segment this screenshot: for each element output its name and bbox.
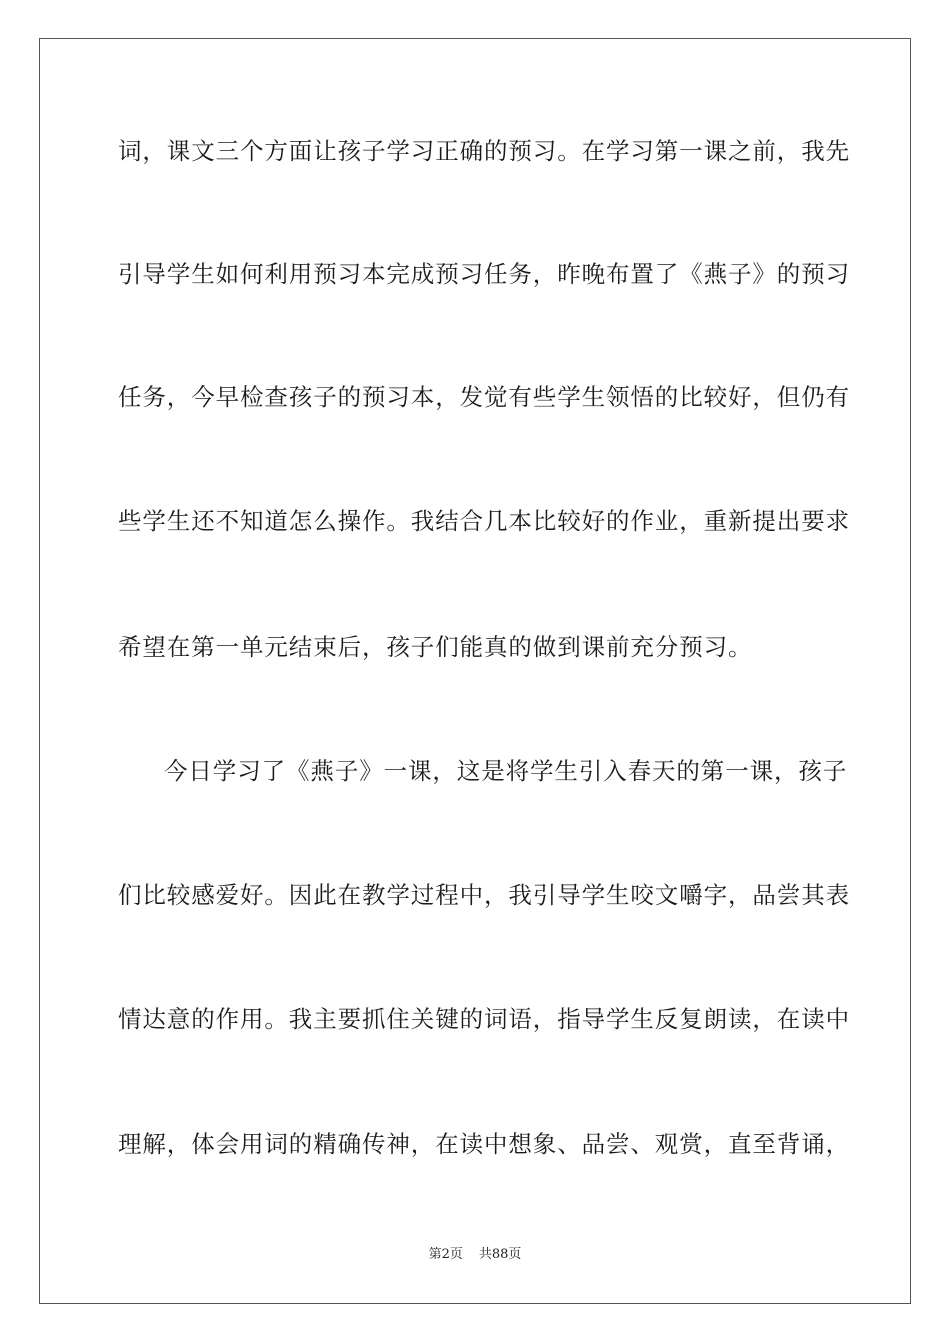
paragraph-line-indented: 今日学习了《燕子》一课，这是将学生引入春天的第一课，孩子: [164, 757, 848, 785]
page-number: 第2页: [428, 1247, 463, 1262]
paragraph-line: 理解，体会用词的精确传神，在读中想象、品尝、观赏，直至背诵，: [118, 1130, 850, 1158]
paragraph-line: 情达意的作用。我主要抓住关键的词语，指导学生反复朗读，在读中: [118, 1005, 850, 1033]
paragraph-line: 希望在第一单元结束后，孩子们能真的做到课前充分预习。: [118, 633, 753, 661]
page-total: 共88页: [478, 1247, 522, 1262]
paragraph-line: 们比较感爱好。因此在教学过程中，我引导学生咬文嚼字，品尝其表: [118, 881, 850, 909]
page-border: [39, 38, 911, 1304]
paragraph-line: 任务，今早检查孩子的预习本，发觉有些学生领悟的比较好，但仍有: [118, 383, 850, 411]
paragraph-line: 词，课文三个方面让孩子学习正确的预习。在学习第一课之前，我先: [118, 137, 850, 165]
paragraph-line: 引导学生如何利用预习本完成预习任务，昨晚布置了《燕子》的预习: [118, 260, 850, 288]
paragraph-line: 些学生还不知道怎么操作。我结合几本比较好的作业，重新提出要求: [118, 507, 850, 535]
page-footer: [0, 1246, 950, 1264]
